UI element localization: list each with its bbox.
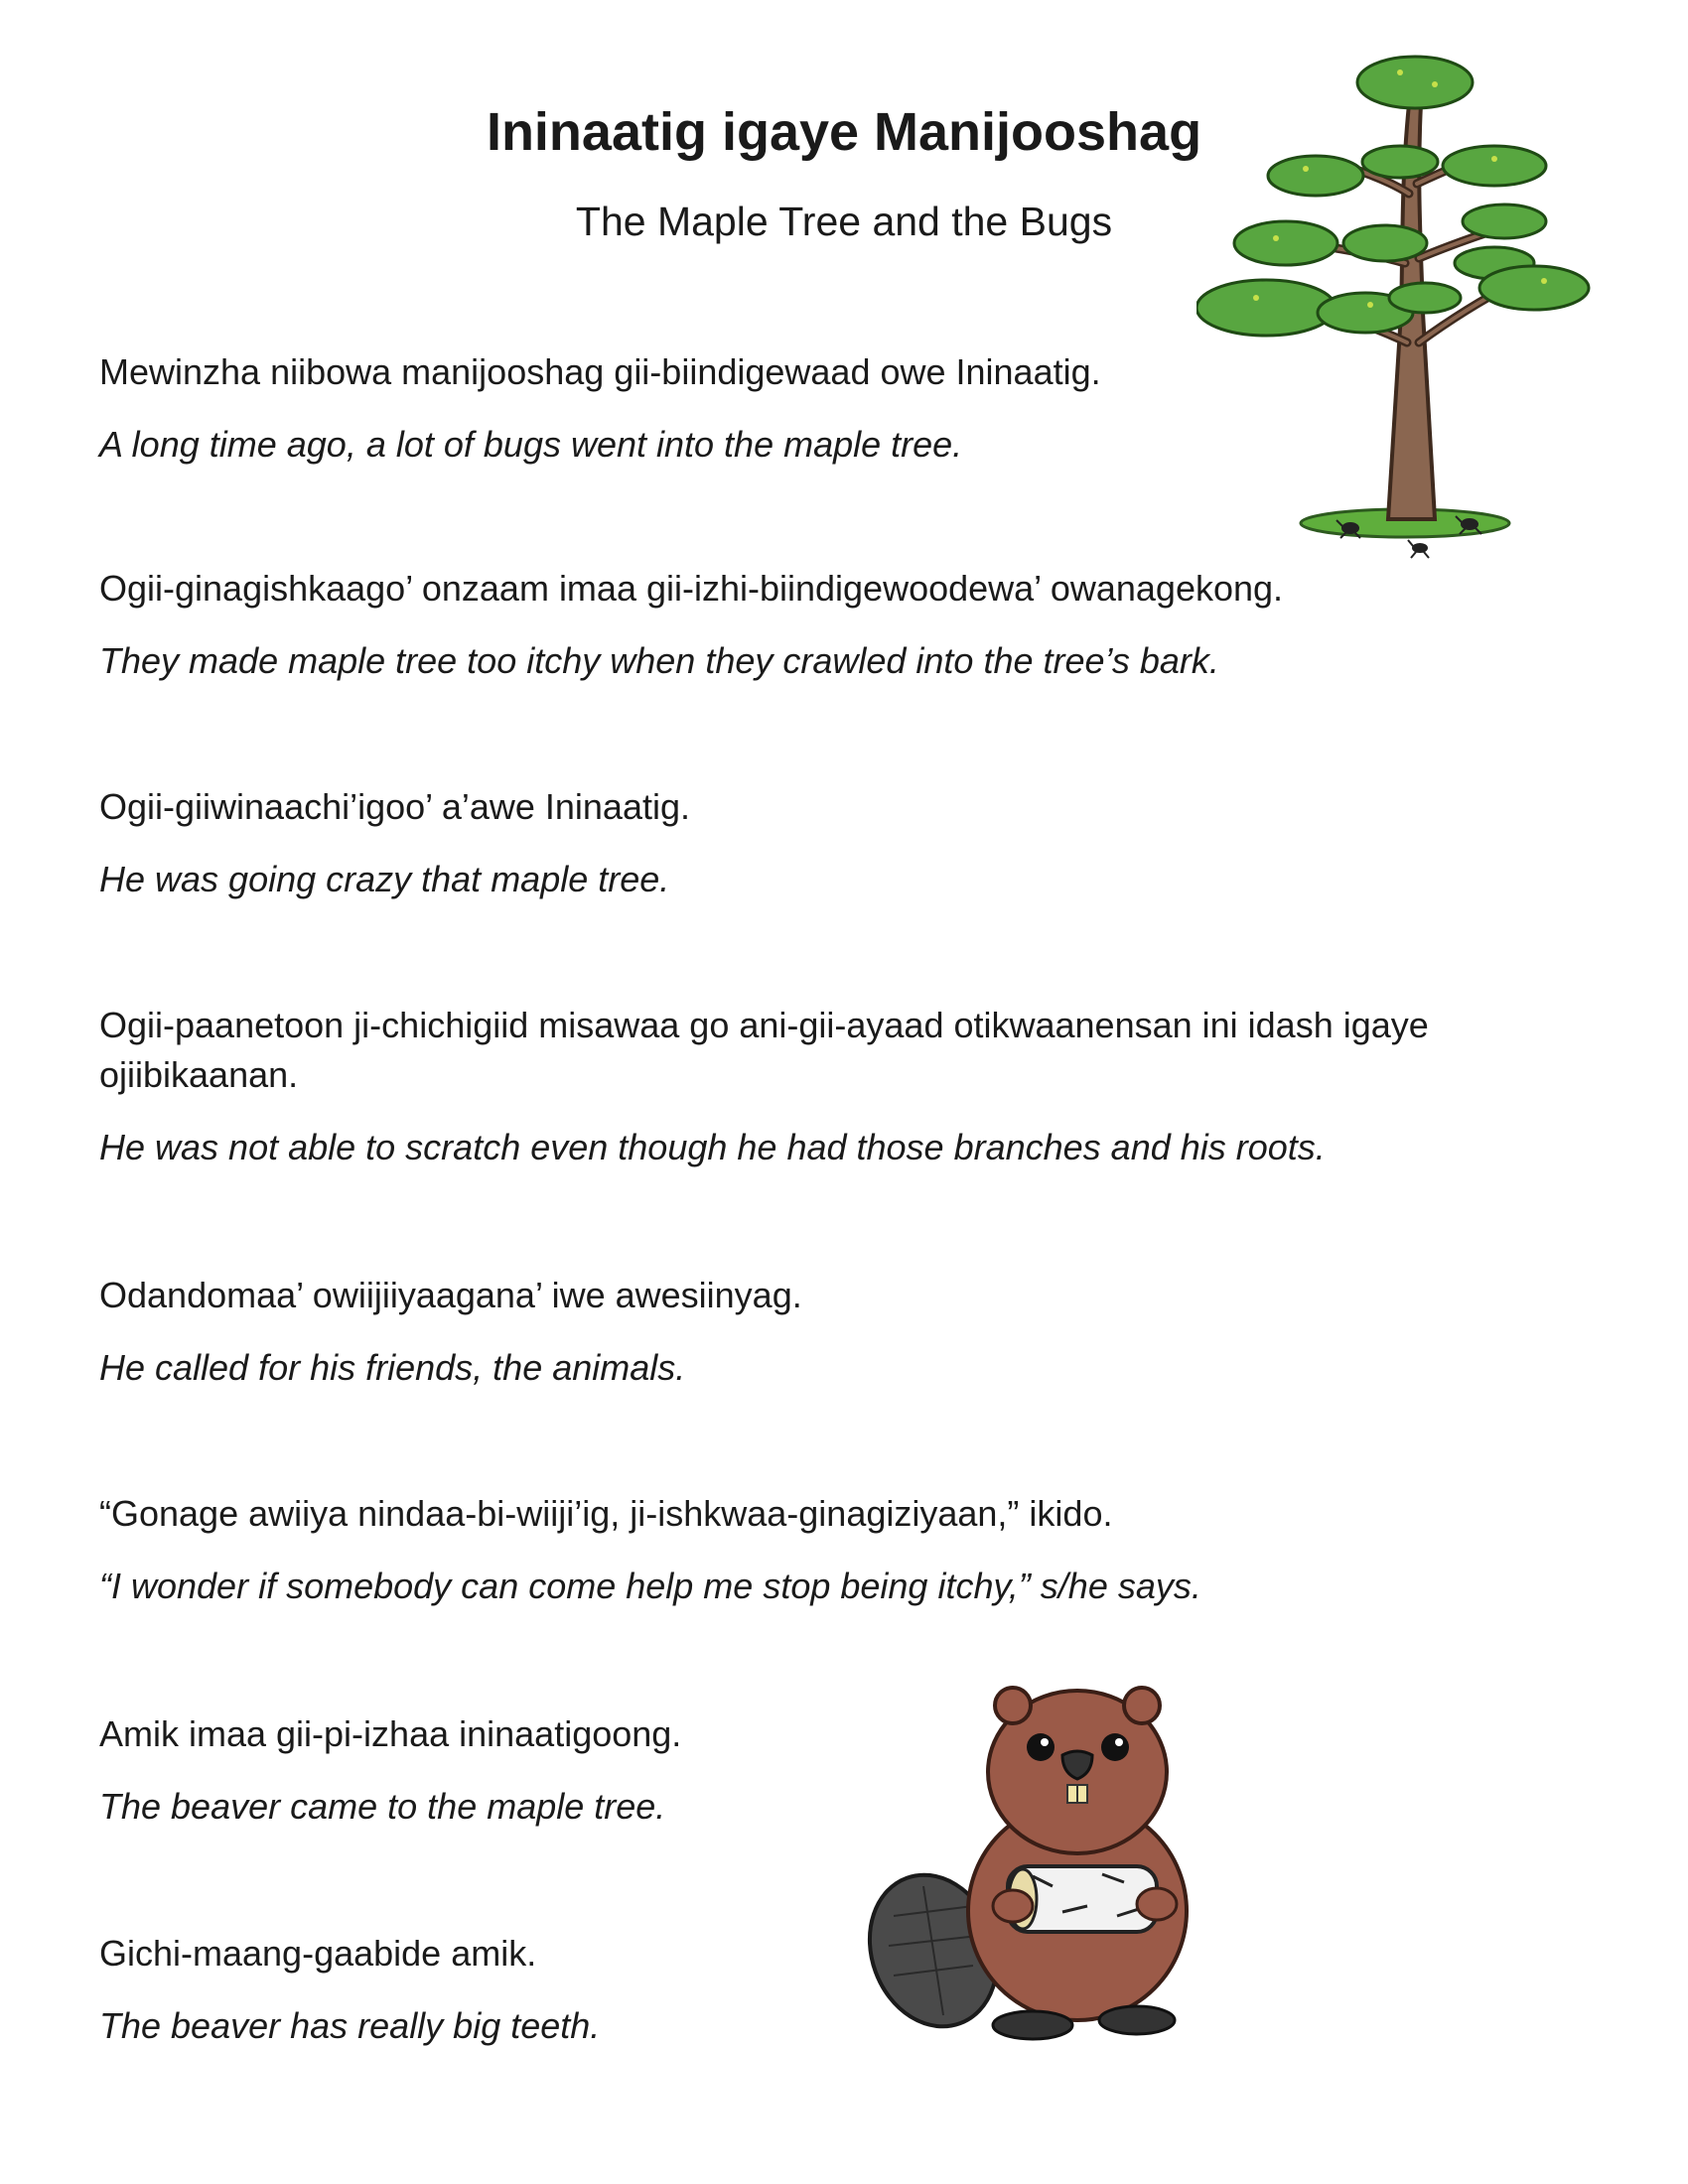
page-subtitle: The Maple Tree and the Bugs xyxy=(575,199,1113,244)
ojibwe-line: Ogii-ginagishkaago’ onzaam imaa gii-izhi-biindigewoodewa’ owanagekong. xyxy=(99,568,1284,609)
maple-tree-illustration xyxy=(1196,45,1594,556)
story-paragraph-7 xyxy=(99,1709,854,1832)
story-paragraph-5 xyxy=(99,1271,1589,1393)
ojibwe-line: Gichi-maang-gaabide amik. xyxy=(99,1933,537,1974)
ojibwe-line: Ogii-paanetoon ji-chichigiid misawaa go ani-gii-ayaad otikwaanensan ini idash igaye ojiibikaanan. xyxy=(99,1005,1429,1095)
story-paragraph-6 xyxy=(99,1489,1589,1611)
english-line: They made maple tree too itchy when they crawled into the tree’s bark. xyxy=(99,640,1219,681)
english-line: He was going crazy that maple tree. xyxy=(99,859,670,899)
story-paragraph-3 xyxy=(99,782,1589,904)
english-line: The beaver came to the maple tree. xyxy=(99,1786,666,1827)
english-line: “I wonder if somebody can come help me stop being itchy,” s/he says. xyxy=(99,1566,1201,1606)
bug-illustration xyxy=(1321,506,1519,566)
ojibwe-line: “Gonage awiiya nindaa-bi-wiiji’ig, ji-ishkwaa-ginagiziyaan,” ikido. xyxy=(99,1493,1113,1534)
english-line: The beaver has really big teeth. xyxy=(99,2005,601,2046)
ojibwe-line: Odandomaa’ owiijiiyaagana’ iwe awesiinyag. xyxy=(99,1275,802,1315)
beaver-holding-log-illustration xyxy=(864,1678,1281,2055)
story-paragraph-2 xyxy=(99,564,1589,686)
ojibwe-line: Ogii-giiwinaachi’igoo’ a’awe Ininaatig. xyxy=(99,786,691,827)
english-line: He called for his friends, the animals. xyxy=(99,1347,686,1388)
story-paragraph-1 xyxy=(99,347,1321,470)
story-paragraph-4 xyxy=(99,1001,1609,1172)
english-line: He was not able to scratch even though he had those branches and his roots. xyxy=(99,1127,1326,1167)
page-title: Ininaatig igaye Manijooshag xyxy=(486,102,1202,162)
story-paragraph-8 xyxy=(99,1929,854,2051)
english-line: A long time ago, a lot of bugs went into the maple tree. xyxy=(99,424,963,465)
ojibwe-line: Amik imaa gii-pi-izhaa ininaatigoong. xyxy=(99,1713,682,1754)
ojibwe-line: Mewinzha niibowa manijooshag gii-biindigewaad owe Ininaatig. xyxy=(99,351,1101,392)
